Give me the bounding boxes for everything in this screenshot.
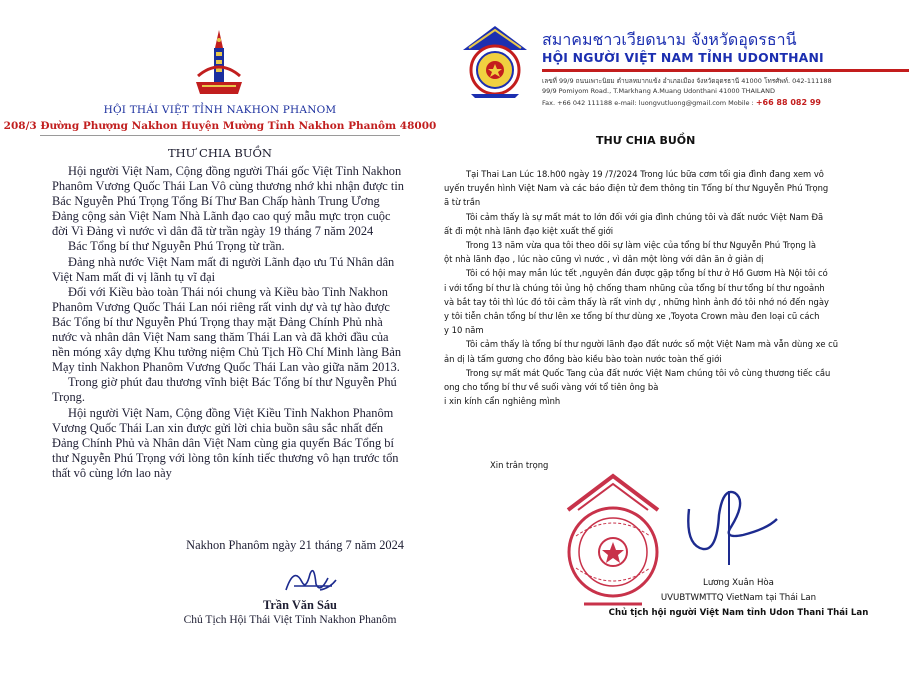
body-line: ột nhà lãnh đạo , lúc nào cũng vì nước , vì dân một lòng với dân ăn ở giản dị [444,254,764,265]
paragraph: Hội người Việt Nam, Cộng đồng Việt Kiều Tỉnh Nakhon Phanôm Vương Quốc Thái Lan xin được gửi lời chia buồn sâu sắc nhất đến Đảng Chính Phủ và Nhân dân Việt Nam cùng gia quyến Bác Tổng bí thư Nguyễn Phú Trọng với lòng tôn kính tiếc thương vô hạn trước tổn thất vô cùng lớn lao này [52,405,399,480]
org-name-vietnamese: HỘI NGƯỜI VIỆT NAM TỈNH UDONTHANI [542,50,824,65]
org-address: 208/3 Đường Phượng Nakhon Huyện Mường Tỉnh Nakhon Phanôm 48000 [3,120,437,132]
paragraph: Bác Tổng bí thư Nguyễn Phú Trọng từ trần. [68,239,285,254]
org-name: HỘI THÁI VIỆT TỈNH NAKHON PHANOM [103,104,337,116]
letter-body [52,164,404,481]
body-line: ong cho tổng bí thư về suối vàng với tổ tiên ông bà [444,382,659,393]
body-line: uyến truyền hình Việt Nam và các báo điện tử đem thông tin Tổng bí thư Nguyễn Phú Trọng [444,183,829,194]
paragraph: Đối với Kiều bào toàn Thái nói chung và Kiều bào Tỉnh Nakhon Phanôm Vương Quốc Thái Lan nói riêng rất vinh dự và tự hào được Bác Tổng bí thư Nguyễn Phú Trọng thay mặt Đảng Chính Phủ nhà nước và nhân dân Việt Nam sang thăm Thái Lan và đã khởi đầu của nền móng xây dựng Khu tưởng niệm Chủ Tịch Hồ Chí Minh làng Bản Mạy tỉnh Nakhon Phanôm Vương Quốc Thái Lan vào giữa năm 2013. [52,284,402,375]
body-line: i với tổng bí thư là chúng tôi ủng hộ chống tham nhũng của tổng bí thư tổng bí thư ngoảnh [444,282,825,293]
body-line: Tôi có hội may mắn lúc tết ,nguyên đán được gặp tổng bí thư ở Hồ Gươm Hà Nội tôi có [466,268,828,279]
body-line: i xin kính cẩn nghiêng mình [444,396,561,407]
body-line: ản dị là tấm gương cho đồng bào kiều bào toàn nước toàn thế giới [444,353,722,364]
signer-name: Lương Xuân Hòa [703,578,774,588]
signature-icon [673,475,788,570]
body-line: Tại Thai Lan Lúc 18.h00 ngày 19 /7/2024 Trong lúc bữa cơm tối gia đình đang xem vô [466,169,824,179]
fax-email-text: Fax. +66 042 111188 e-mail: luongvutluong@gmail.com Mobile : [542,99,754,107]
date-line: Nakhon Phanôm ngày 21 tháng 7 năm 2024 [186,538,404,552]
body-line: Trong 13 năm vừa qua tôi theo dõi sự làm việc của tổng bí thư Nguyễn Phú Trọng là [466,240,817,251]
closing-line: Xin trân trọng [490,460,549,470]
paragraph: Đảng nhà nước Việt Nam mất đi người Lãnh đạo ưu Tú Nhân dân Việt Nam mất đi vị lãnh tụ vĩ đại [52,254,395,284]
mobile-number: +66 88 082 99 [755,98,821,107]
signer-title-1: UVUBTWMTTQ VietNam tại Thái Lan [660,593,817,603]
body-line: Tôi cảm thấy là sự mất mát to lớn đối với gia đình chúng tôi và đất nước Việt Nam Đã [466,211,824,222]
contact-fax-email [542,98,821,107]
body-line: và bắt tay tôi thì lúc đó tôi cảm thấy là rất vinh dự , những hình ảnh đó tôi nhớ nó đến ngày [444,296,829,307]
body-line: Tôi cảm thấy là tổng bí thư người lãnh đạo đất nước số một Việt Nam mà vẫn dùng xe cũ [466,339,839,350]
letter-title: THƯ CHIA BUỒN [167,146,272,160]
body-line: ất đi một nhà lãnh đạo kiệt xuất thế giới [444,225,614,236]
body-line: ã từ trần [444,197,481,208]
header-divider [40,135,400,136]
signer-name: Trần Văn Sáu [263,598,337,612]
right-condolence-letter [444,0,909,673]
letter-title: THƯ CHIA BUỒN [596,134,696,147]
body-line: Trong sự mất mát Quốc Tang của đất nước Việt Nam chúng tôi vô cùng thương tiếc cầu [466,367,831,378]
left-condolence-letter [0,0,440,673]
body-line: y tôi tiễn chân tổng bí thư lên xe tổng bí thư dùng xe ,Toyota Crown màu đen loại cũ cách [444,311,820,322]
body-line: y 10 năm [444,325,484,336]
contact-address: 99/9 Pomiyom Road., T.Markhang A.Muang Udonthani 41000 THAILAND [542,87,775,95]
paragraph: Hội người Việt Nam, Cộng đồng người Thái gốc Việt Tỉnh Nakhon Phanôm Vương Quốc Thái Lan Vô cùng thương nhớ khi nhận được tin Bác Nguyễn Phú Trọng Tổng Bí Thư Ban Chấp hành Trung Ương Đảng cộng sản Việt Nam Nhà Lãnh đạo cao quý mẫu mực trọn cuộc đời Vì Đảng vì nước vì dân đã từ trần ngày 19 tháng 7 năm 2024 [52,164,404,239]
association-emblem-icon [192,28,246,98]
paragraph: Trong giờ phút đau thương vĩnh biệt Bác Tổng bí thư Nguyễn Phú Trọng. [52,375,397,405]
signer-role: Chủ Tịch Hội Thái Việt Tỉnh Nakhon Phanôm [183,614,397,626]
contact-thai: เลขที่ 99/9 ถนนเพาะนิยม ตำบลหมากแข้ง อำเภอเมือง จังหวัดอุดรธานี 41000 โทรศัพท์. 042-111188 [542,77,832,85]
signer-title-2: Chủ tịch hội người Việt Nam tỉnh Udon Thani Thái Lan [608,608,869,618]
org-name-thai: สมาคมชาวเวียดนาม จังหวัดอุดรธานี [542,30,797,49]
header-divider [542,69,909,72]
letter-body [444,167,907,408]
association-logo-icon [455,20,535,100]
signature-icon [280,560,340,600]
